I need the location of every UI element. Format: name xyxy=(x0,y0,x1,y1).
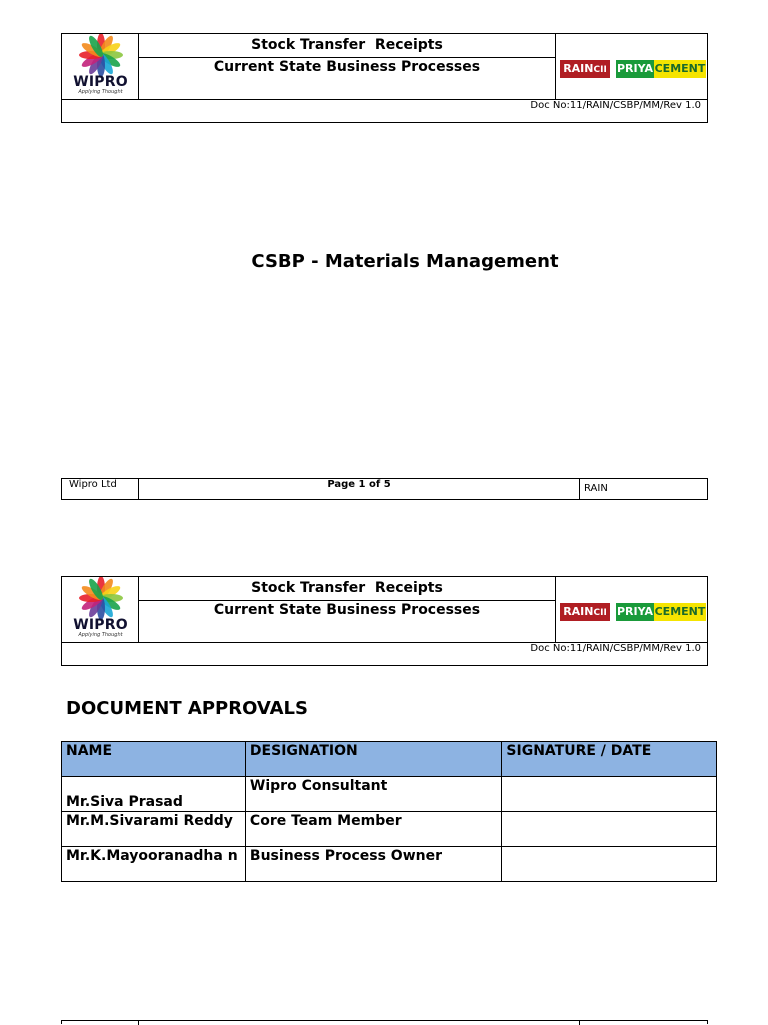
rain-logo-text: RAIN xyxy=(563,62,594,75)
page1-header xyxy=(61,33,708,123)
column-header-name: NAME xyxy=(62,742,246,777)
table-row xyxy=(62,777,717,812)
page2-footer-partial xyxy=(61,1020,708,1024)
doc-number: Doc No:11/RAIN/CSBP/MM/Rev 1.0 xyxy=(62,642,707,666)
client-brand-logos xyxy=(556,577,707,642)
approver-signature-cell xyxy=(502,847,717,882)
rain-logo xyxy=(560,60,610,78)
client-brand-logos xyxy=(556,34,707,99)
header-title-line2: Current State Business Processes xyxy=(213,602,481,618)
wipro-logo xyxy=(62,34,139,99)
header-title-cell xyxy=(139,577,556,642)
rain-logo xyxy=(560,603,610,621)
approver-signature-cell xyxy=(502,777,717,812)
doc-number: Doc No:11/RAIN/CSBP/MM/Rev 1.0 xyxy=(62,99,707,123)
cii-logo-text: CII xyxy=(593,65,607,75)
header-title-line2: Current State Business Processes xyxy=(213,59,481,75)
wipro-flower-icon xyxy=(62,577,139,622)
approver-designation: Business Process Owner xyxy=(245,847,501,882)
approver-name: Mr.K.Mayooranadha n xyxy=(62,847,246,882)
wipro-flower-icon xyxy=(62,34,139,79)
table-row xyxy=(62,812,717,847)
header-title-line1: Stock Transfer Receipts xyxy=(139,577,555,601)
approvals-section-title: DOCUMENT APPROVALS xyxy=(66,698,308,719)
approver-designation: Wipro Consultant xyxy=(245,777,501,812)
priya-logo: PRIYA xyxy=(616,603,654,621)
approver-signature-cell xyxy=(502,812,717,847)
wipro-logo xyxy=(62,577,139,642)
document-main-title: CSBP - Materials Management xyxy=(251,251,559,272)
footer-company: Wipro Ltd xyxy=(62,479,139,499)
column-header-signature-date: SIGNATURE / DATE xyxy=(502,742,717,777)
page1-footer xyxy=(61,478,708,500)
approvals-table xyxy=(61,741,717,882)
approver-name: Mr.Siva Prasad xyxy=(62,777,246,812)
wipro-logo-text: WIPRO xyxy=(73,74,128,90)
table-header-row xyxy=(62,742,717,777)
wipro-tagline: Applying Thought xyxy=(78,89,123,95)
wipro-logo-text: WIPRO xyxy=(73,617,128,633)
cii-logo-text: CII xyxy=(593,608,607,618)
approver-designation: Core Team Member xyxy=(245,812,501,847)
footer-page-number: Page 1 of 5 xyxy=(327,479,391,490)
cement-logo: CEMENT xyxy=(654,603,706,621)
footer-client: RAIN xyxy=(579,479,707,499)
priya-logo: PRIYA xyxy=(616,60,654,78)
approver-name: Mr.M.Sivarami Reddy xyxy=(62,812,246,847)
cement-logo: CEMENT xyxy=(654,60,706,78)
header-title-cell xyxy=(139,34,556,99)
column-header-designation: DESIGNATION xyxy=(245,742,501,777)
rain-logo-text: RAIN xyxy=(563,605,594,618)
page2-header xyxy=(61,576,708,666)
wipro-tagline: Applying Thought xyxy=(78,632,123,638)
table-row xyxy=(62,847,717,882)
header-title-line1: Stock Transfer Receipts xyxy=(139,34,555,58)
